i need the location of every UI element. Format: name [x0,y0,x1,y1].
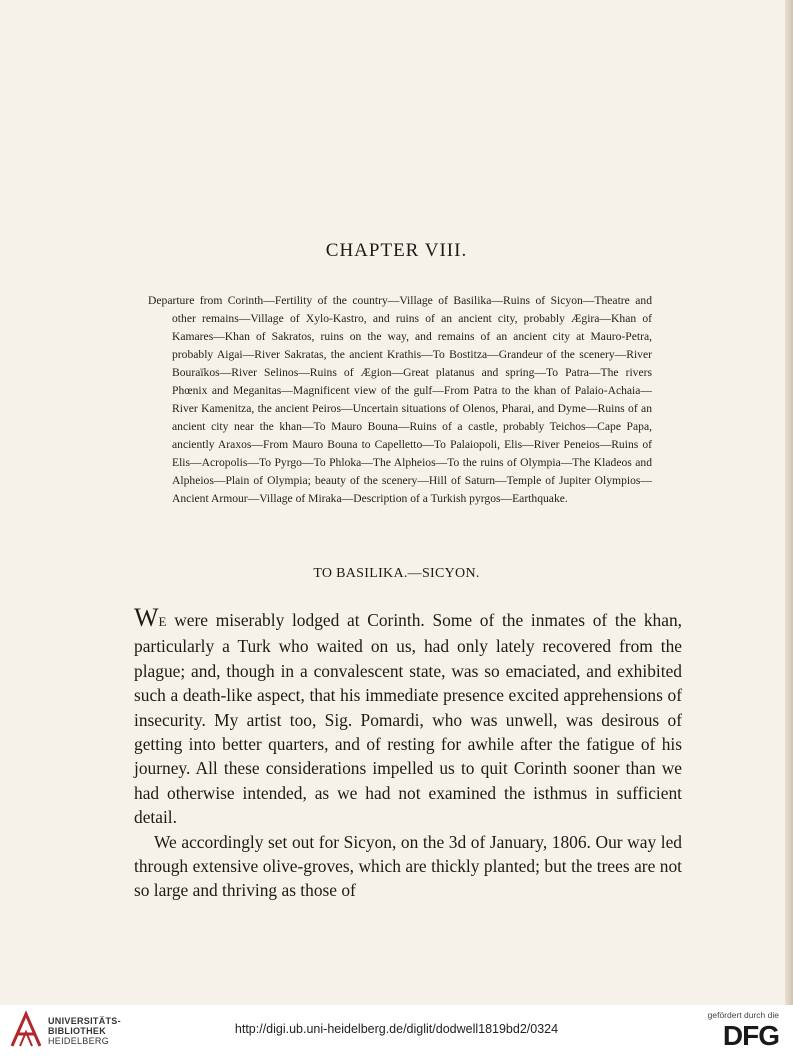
chapter-title: CHAPTER VIII. [325,240,468,261]
body-text [134,603,682,903]
funded-by-label: gefördert durch die [707,1010,779,1020]
page-url[interactable]: http://digi.ub.uni-heidelberg.de/diglit/dodwell1819bd2/0324 [234,1022,559,1036]
chapter-summary: Departure from Corinth—Fertility of the country—Village of Basilika—Ruins of Sicyon—Theatre and other remains—Village of Xylo-Kastro, and ruins of an ancient city, probably Ægira—Khan of Kamares—Khan of Sakratos, ruins on the way, and remains of an ancient city at Mauro-Petra, probably Aigai—River Sakratas, the ancient Krathis—To Bostitza—Grandeur of the scenery—River Bouraïkos—River Selinos—Ruins of Ægion—Great platanus and spring—To Patra—The rivers Phœnix and Meganitas—Magnificent view of the gulf—From Patra to the khan of Palaio-Achaia—River Kamenitza, the ancient Peiros—Uncertain situations of Olenos, Pharai, and Dyme—Ruins of an ancient city near the khan—To Mauro Bouna—Ruins of a castle, probably Teichos—Cape Papa, anciently Araxos—From Mauro Bouna to Capelletto—To Palaiopoli, Elis—River Peneios—Ruins of Elis—Acropolis—To Pyrgo—To Phloka—The Alpheios—To the ruins of Olympia—The Kladeos and Alpheios—Plain of Olympia; beauty of the scenery—Hill of Saturn—Temple of Jupiter Olympios—Ancient Armour—Village of Miraka—Description of a Turkish pyrgos—Earthquake. [148,294,652,505]
library-name[interactable]: UNIVERSITÄTS- BIBLIOTHEK HEIDELBERG [48,1016,121,1046]
drop-cap-rest: E [158,614,167,629]
dfg-logo[interactable]: DFG [722,1020,779,1051]
page-edge-shadow [785,0,793,1005]
drop-cap: W [134,603,159,632]
paragraph-2: We accordingly set out for Sicyon, on the 3d of January, 1806. Our way led through extensive olive-groves, which are thickly planted; but the trees are not so large and thriving as those of [134,831,682,901]
paragraph-1-text: were miserably lodged at Corinth. Some of the inmates of the khan, particularly a Turk who waited on us, had only lately recovered from the plague; and, though in a convalescent state, was so emaciated, and exhibited such a death-like aspect, that his immediate presence excited apprehensions of insecurity. My artist too, Sig. Pomardi, who was unwell, was desirous of getting into better quarters, and of resting for awhile after the fatigue of his journey. All these considerations impelled us to quit Corinth sooner than we had otherwise intended, as we had not examined the isthmus in sufficient detail. [134,610,682,828]
section-heading: TO BASILIKA.—SICYON. [313,566,480,581]
paragraph-1 [134,603,682,830]
